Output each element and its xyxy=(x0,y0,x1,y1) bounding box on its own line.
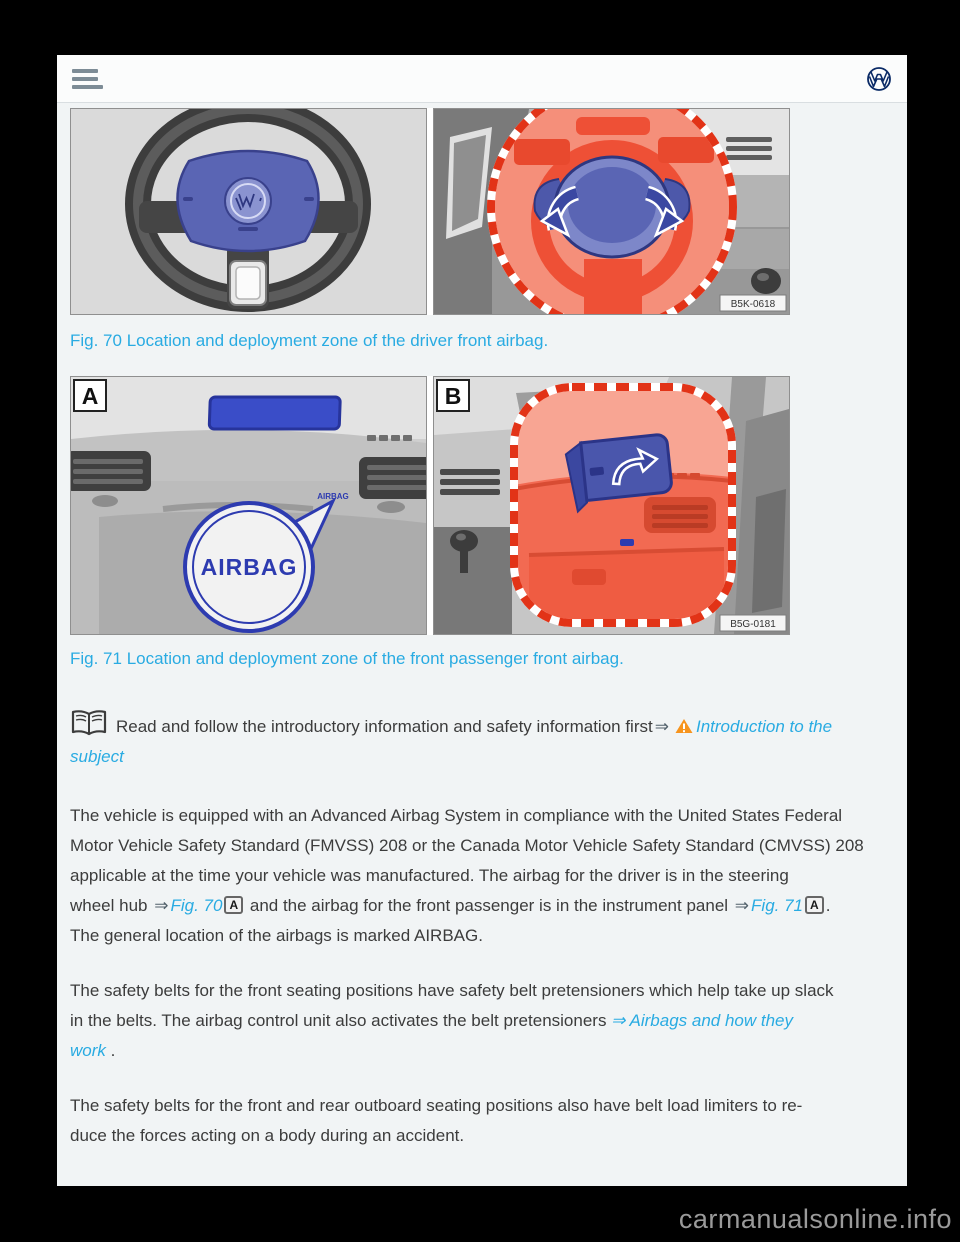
image-code: B5G-0181 xyxy=(730,619,776,630)
steering-wheel-illustration xyxy=(71,109,426,314)
note-text: Read and follow the introductory information and safety information first xyxy=(116,717,653,736)
body-text: Motor Vehicle Safety Standard (FMVSS) 208 or the Canada Motor Vehicle Safety Standard (CMVSS) 208 xyxy=(70,836,864,855)
body-text: The vehicle is equipped with an Advanced Airbag System in compliance with the United States Federal xyxy=(70,806,843,825)
vw-w-mark xyxy=(870,76,889,86)
defroster-highlight xyxy=(209,397,340,429)
driver-deployment-zone-illustration xyxy=(434,109,789,314)
ref-box-a: A xyxy=(224,896,243,914)
fig70-caption: Fig. 70 Location and deployment zone of the driver front airbag. xyxy=(70,331,549,350)
fig71-panel-a xyxy=(70,376,427,635)
paragraph-airbag-system xyxy=(70,801,894,951)
gear-shift-knob xyxy=(450,530,478,552)
body-text: . xyxy=(825,896,831,915)
fig70-deployment-zone-panel xyxy=(433,108,790,315)
body-text: in the belts. The airbag control unit also activates the belt pretensioners xyxy=(70,1011,612,1030)
gear-shift-knob xyxy=(751,268,781,294)
fig71-caption: Fig. 71 Location and deployment zone of the front passenger front airbag. xyxy=(70,649,624,668)
body-text: . xyxy=(105,1041,116,1060)
link-fig-70[interactable]: Fig. 70 xyxy=(170,896,223,915)
panel-b-label: B xyxy=(444,383,462,409)
link-fig-71[interactable]: Fig. 71 xyxy=(751,896,804,915)
hamburger-bar xyxy=(72,85,103,89)
link-airbags-and-how-they-work[interactable]: work xyxy=(70,1041,106,1060)
hamburger-bar xyxy=(72,77,98,81)
paragraph-load-limiters xyxy=(70,1091,894,1151)
body-text: duce the forces acting on a body during an accident. xyxy=(70,1126,465,1145)
airbag-marking-text: AIRBAG xyxy=(317,492,349,501)
body-text: and the airbag for the front passenger is in the instrument panel xyxy=(245,896,733,915)
vw-logo-icon[interactable] xyxy=(866,66,892,92)
body-text: The safety belts for the front and rear outboard seating positions also have belt load limiters to re- xyxy=(70,1096,803,1115)
hamburger-bar xyxy=(72,69,98,73)
callout-airbag-text: AIRBAG xyxy=(200,554,298,580)
page-content xyxy=(57,103,907,1151)
panel-a-label: A xyxy=(81,383,99,409)
reference-arrow: ⇒ xyxy=(154,896,169,915)
red-air-vent xyxy=(644,497,716,533)
passenger-deployment-zone-illustration xyxy=(434,377,789,634)
body-text: The general location of the airbags is marked AIRBAG. xyxy=(70,926,483,945)
top-bar xyxy=(57,55,907,103)
watermark: carmanualsonline.info xyxy=(678,1204,952,1234)
link-introduction-to-the-subject[interactable]: subject xyxy=(70,747,124,766)
reference-arrow: ⇒ xyxy=(654,717,669,736)
body-text: wheel hub xyxy=(70,896,153,915)
note-paragraph xyxy=(70,710,894,772)
fig71-panel-b xyxy=(433,376,790,635)
body-text: applicable at the time your vehicle was manufactured. The airbag for the driver is in the steering xyxy=(70,866,789,885)
manual-page-card xyxy=(57,55,907,1186)
paragraph-pretensioners xyxy=(70,976,894,1066)
link-introduction-to-the-subject[interactable]: Introduction to the xyxy=(695,717,833,736)
dashboard-airbag-marking-illustration xyxy=(71,377,426,634)
hamburger-icon[interactable] xyxy=(72,69,103,89)
link-airbags-and-how-they-work[interactable]: ⇒ Airbags and how they xyxy=(611,1011,794,1030)
body-text: The safety belts for the front seating positions have safety belt pretensioners which help take up slack xyxy=(70,981,834,1000)
figure-70 xyxy=(70,108,790,315)
glovebox-red xyxy=(529,549,724,623)
fig70-steering-wheel-panel xyxy=(70,108,427,315)
image-code: B5K-0618 xyxy=(730,299,776,310)
deployment-zone-area xyxy=(514,387,732,623)
figure-71 xyxy=(70,376,790,635)
open-book-icon xyxy=(70,710,108,736)
warning-triangle-icon xyxy=(675,718,693,734)
reference-arrow: ⇒ xyxy=(734,896,750,915)
ref-box-a: A xyxy=(805,896,824,914)
